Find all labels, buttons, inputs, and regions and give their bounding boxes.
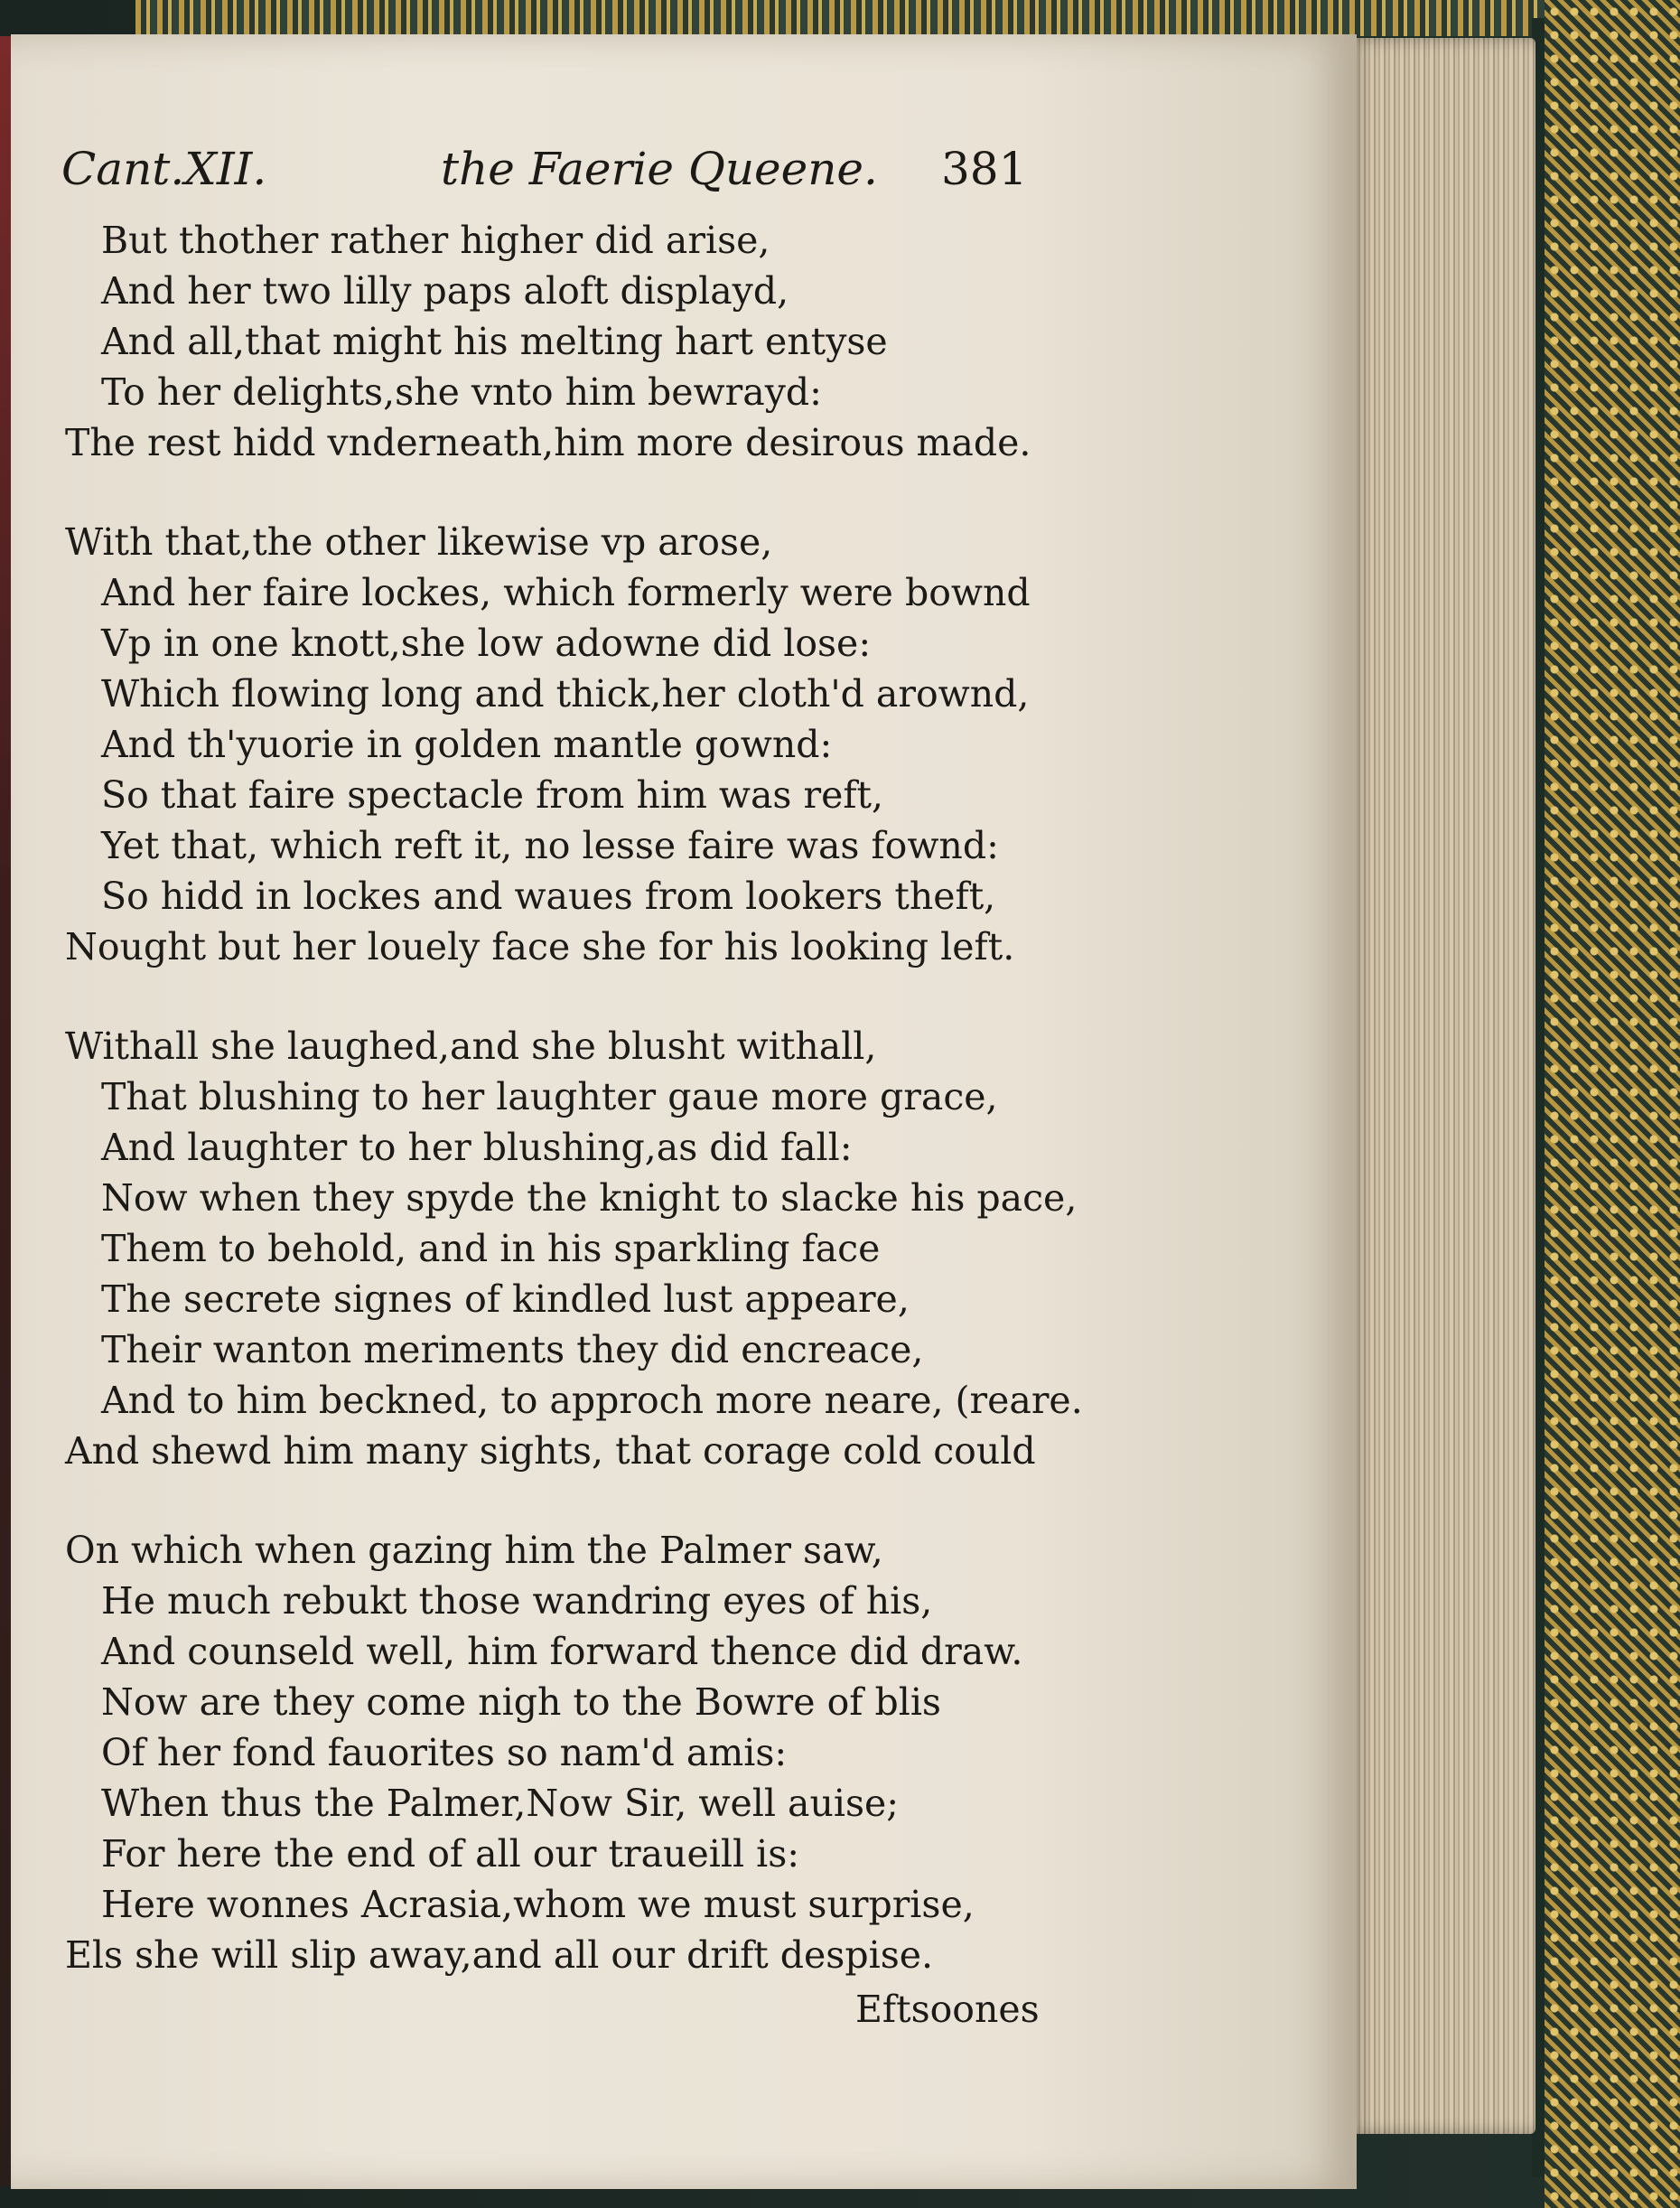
verse-line: Their wanton meriments they did encreace, — [101, 1328, 924, 1371]
verse-line: On which when gazing him the Palmer saw, — [65, 1529, 883, 1572]
verse-line: To her delights,she vnto him bewrayd: — [101, 370, 822, 414]
binding-cloth-left — [0, 36, 11, 2186]
poem-text — [11, 215, 1185, 2029]
verse-line: Nought but her louely face she for his looking left. — [65, 925, 1015, 968]
verse-line: And all,that might his melting hart entyse — [101, 320, 888, 363]
verse-line: And laughter to her blushing,as did fall: — [101, 1126, 853, 1169]
stanza-4 — [11, 1525, 1185, 1980]
stanza-2 — [11, 517, 1185, 972]
verse-line: And counseld well, him forward thence did draw. — [101, 1630, 1023, 1673]
verse-line: Yet that, which reft it, no lesse faire was fownd: — [101, 824, 999, 867]
verse-line: When thus the Palmer,Now Sir, well auise; — [101, 1782, 900, 1825]
verse-line: So hidd in lockes and waues from lookers theft, — [101, 875, 996, 918]
verse-line: Vp in one knott,she low adowne did lose: — [101, 622, 872, 665]
verse-line: And th'yuorie in golden mantle gownd: — [101, 723, 833, 766]
verse-line: And shewd him many sights, that corage cold could — [65, 1429, 1036, 1473]
verse-line: Of her fond fauorites so nam'd amis: — [101, 1731, 788, 1774]
verse-line: The secrete signes of kindled lust appeare, — [101, 1277, 910, 1321]
stanza-1 — [11, 215, 1185, 468]
verse-line: The rest hidd vnderneath,him more desirous made. — [65, 421, 1031, 464]
page-fore-edge — [1346, 38, 1535, 2134]
running-header — [11, 143, 1095, 215]
verse-line: He much rebukt those wandring eyes of his, — [101, 1579, 933, 1623]
verse-line: With that,the other likewise vp arose, — [65, 520, 773, 564]
verse-line: And her faire lockes, which formerly were bownd — [101, 571, 1031, 614]
printed-page — [11, 34, 1357, 2189]
gilt-border-right — [1545, 0, 1680, 2208]
gilt-border-top — [135, 0, 1680, 36]
verse-line: But thother rather higher did arise, — [101, 219, 770, 262]
verse-line: And her two lilly paps aloft displayd, — [101, 269, 789, 313]
verse-line: Here wonnes Acrasia,whom we must surprise, — [101, 1883, 975, 1926]
verse-line: For here the end of all our traueill is: — [101, 1832, 800, 1876]
verse-line: Now when they spyde the knight to slacke his pace, — [101, 1176, 1078, 1220]
verse-line: Which flowing long and thick,her cloth'd arownd, — [101, 672, 1030, 716]
verse-line: Them to behold, and in his sparkling face — [101, 1227, 881, 1270]
page-number: 381 — [941, 143, 1028, 195]
verse-line: Now are they come nigh to the Bowre of blis — [101, 1680, 941, 1724]
verse-line: That blushing to her laughter gaue more grace, — [101, 1075, 998, 1118]
running-title: the Faerie Queene. — [441, 143, 878, 195]
catchword: Eftsoones — [855, 1988, 1040, 2031]
verse-line: Els she will slip away,and all our drift despise. — [65, 1933, 934, 1977]
stanza-3 — [11, 1021, 1185, 1476]
canto-number: Cant.XII. — [61, 143, 267, 195]
verse-line: Withall she laughed,and she blusht withall, — [65, 1024, 877, 1068]
verse-line: So that faire spectacle from him was reft, — [101, 773, 884, 817]
verse-line: And to him beckned, to approch more neare, (reare. — [101, 1379, 1083, 1422]
